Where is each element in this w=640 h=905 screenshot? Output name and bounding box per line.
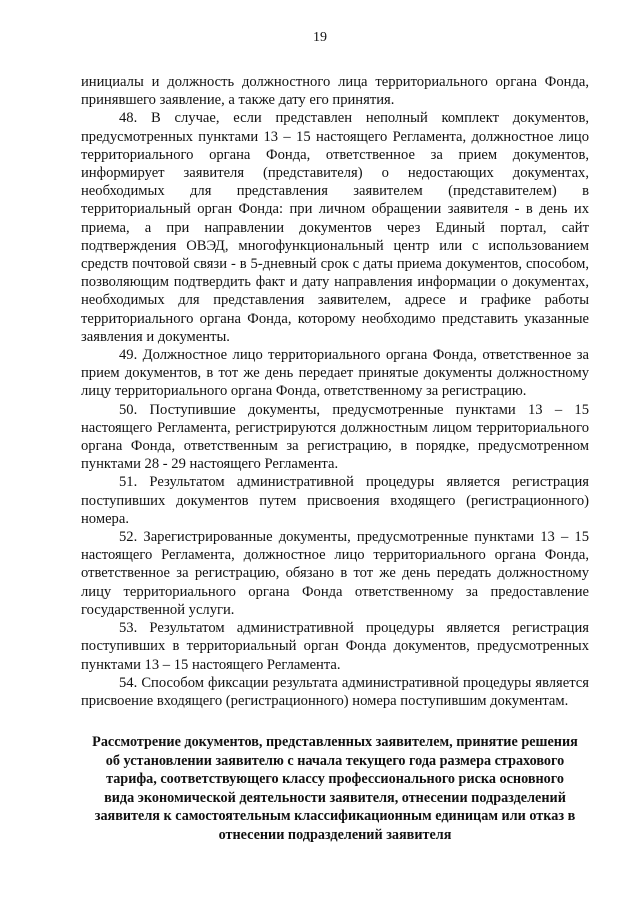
paragraph-54: 54. Способом фиксации результата административной процедуры является присвоение входящего (регистрационного) номера поступившим документам. bbox=[81, 674, 589, 709]
paragraph-52: 52. Зарегистрированные документы, предусмотренные пунктами 13 – 15 настоящего Регламента, должностное лицо территориального органа Фонда, ответственное за регистрацию, обязано в тот же день передать должностному лицу территориального органа Фонда ответственному за предоставление государственной услуги. bbox=[81, 529, 589, 618]
document-body bbox=[81, 73, 589, 710]
paragraph-51: 51. Результатом административной процедуры является регистрация поступивших документов путем присвоения входящего (регистрационного) номера. bbox=[81, 474, 589, 527]
section-heading: Рассмотрение документов, представленных заявителем, принятие решения об установлении заявителю с начала текущего года размера страхового тарифа, соответствующего классу профессионального риска основного вида экономической деятельности заявителя, отнесении подразделений заявителя к самостоятельным классификационным единицам или отказ в отнесении подразделений заявителя bbox=[92, 734, 578, 843]
paragraph-continuation: инициалы и должность должностного лица территориального органа Фонда, принявшего заявление, а также дату его принятия. bbox=[81, 74, 589, 109]
paragraph-49: 49. Должностное лицо территориального органа Фонда, ответственное за прием документов, в тот же день передает принятые документы должностному лицу территориального органа Фонда, ответственному за регистрацию. bbox=[81, 347, 589, 400]
page-number: 19 bbox=[313, 30, 327, 45]
paragraph-48: 48. В случае, если представлен неполный комплект документов, предусмотренных пунктами 13 – 15 настоящего Регламента, должностное лицо территориального органа Фонда, ответственное за прием документов, информирует заявителя (представителя) о недостающих документах, необходимых для представления заявителем (представителем) в территориальный орган Фонда: при личном обращении заявителя - в день их приема, а при направлении документов через Единый портал, сайт подтверждения ОВЭД, многофункциональный центр или с использованием средств почтовой связи - в 5-дневный срок с даты приема документов, способом, позволяющим подтвердить факт и дату направления информации о документах, необходимых для представления заявителем, адресе и графике работы территориального органа Фонда, которому необходимо представить указанные заявления и документы. bbox=[81, 110, 589, 345]
paragraph-50: 50. Поступившие документы, предусмотренные пунктами 13 – 15 настоящего Регламента, регистрируются должностным лицом территориального органа Фонда, ответственным за регистрацию, в порядке, предусмотренном пунктами 28 - 29 настоящего Регламента. bbox=[81, 401, 589, 473]
paragraph-53: 53. Результатом административной процедуры является регистрация поступивших в территориальный орган Фонда документов, предусмотренных пунктами 13 – 15 настоящего Регламента. bbox=[81, 620, 589, 673]
